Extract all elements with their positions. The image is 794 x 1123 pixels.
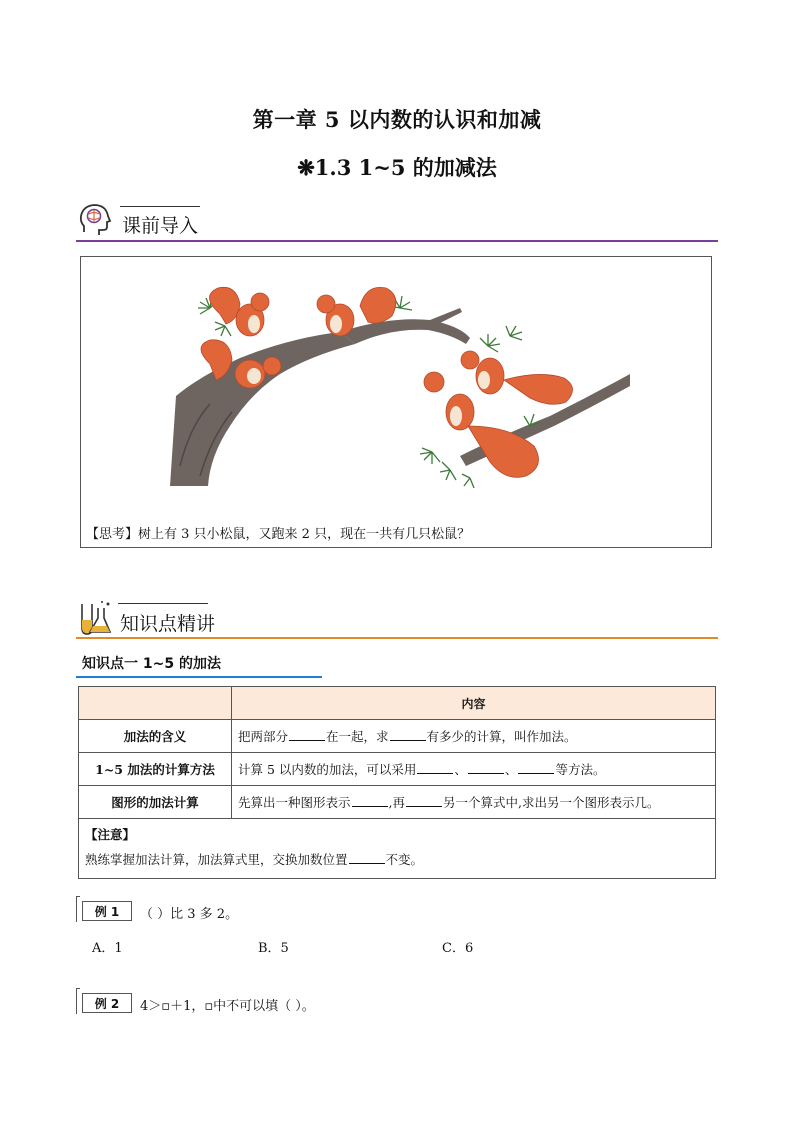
row-content: 把两部分 在一起，求 有多少的计算，叫作加法。 <box>232 720 716 753</box>
example-tab-mark <box>76 988 80 1014</box>
table-header-row <box>79 687 716 720</box>
row-label: 加法的含义 <box>79 720 232 753</box>
fill-blank[interactable] <box>518 761 554 774</box>
fill-blank[interactable] <box>349 851 385 864</box>
row-content: 计算 5 以内数的加法，可以采用 、 、 等方法。 <box>232 753 716 786</box>
table-note-row <box>79 819 716 879</box>
row-label: 图形的加法计算 <box>79 786 232 819</box>
example-1-question: （ ）比 3 多 2。 <box>140 907 239 922</box>
row-label: 1~5 加法的计算方法 <box>79 753 232 786</box>
table-row <box>79 786 716 819</box>
section-overline-2 <box>118 603 208 604</box>
section-title-preview: 课前导入 <box>122 215 199 237</box>
section-overline <box>120 206 200 207</box>
section-rule-preview <box>76 240 718 242</box>
example-2-label: 例 2 <box>82 993 132 1013</box>
chapter-title: 第一章 5 以内数的认识和加减 <box>252 107 542 132</box>
example-1-option-a[interactable]: A．1 <box>92 941 123 956</box>
fill-blank[interactable] <box>390 728 426 741</box>
lab-flask-icon <box>76 598 110 634</box>
example-2-question: 4＞▫＋1，▫中不可以填（ ）。 <box>140 999 315 1014</box>
lesson-title: ❋1.3 1~5 的加减法 <box>297 155 497 180</box>
fill-blank[interactable] <box>352 794 388 807</box>
table-header-empty <box>79 687 232 720</box>
table-header-content: 内容 <box>232 687 716 720</box>
section-title-knowledge: 知识点精讲 <box>120 613 216 635</box>
row-content: 先算出一种图形表示 ,再 另一个算式中,求出另一个图形表示几。 <box>232 786 716 819</box>
knowledge-table <box>78 686 716 879</box>
knowledge-point-title: 知识点一 1~5 的加法 <box>82 656 221 672</box>
section-rule-knowledge <box>76 637 718 639</box>
example-1-label: 例 1 <box>82 901 132 921</box>
fill-blank[interactable] <box>289 728 325 741</box>
fill-blank[interactable] <box>468 761 504 774</box>
fill-blank[interactable] <box>417 761 453 774</box>
table-row <box>79 720 716 753</box>
table-row <box>79 753 716 786</box>
example-1-option-b[interactable]: B．5 <box>258 941 289 956</box>
brain-head-icon <box>78 202 112 238</box>
squirrels-on-branch-illustration <box>170 276 630 488</box>
example-tab-mark <box>76 896 80 922</box>
knowledge-point-underline <box>76 676 322 678</box>
note-title: 【注意】 <box>85 827 136 842</box>
example-1-option-c[interactable]: C．6 <box>442 941 474 956</box>
note-cell: 【注意】 熟练掌握加法计算，加法算式里，交换加数位置 不变。 <box>79 819 716 879</box>
think-prompt: 【思考】树上有 3 只小松鼠，又跑来 2 只，现在一共有几只松鼠？ <box>86 527 471 542</box>
fill-blank[interactable] <box>406 794 442 807</box>
